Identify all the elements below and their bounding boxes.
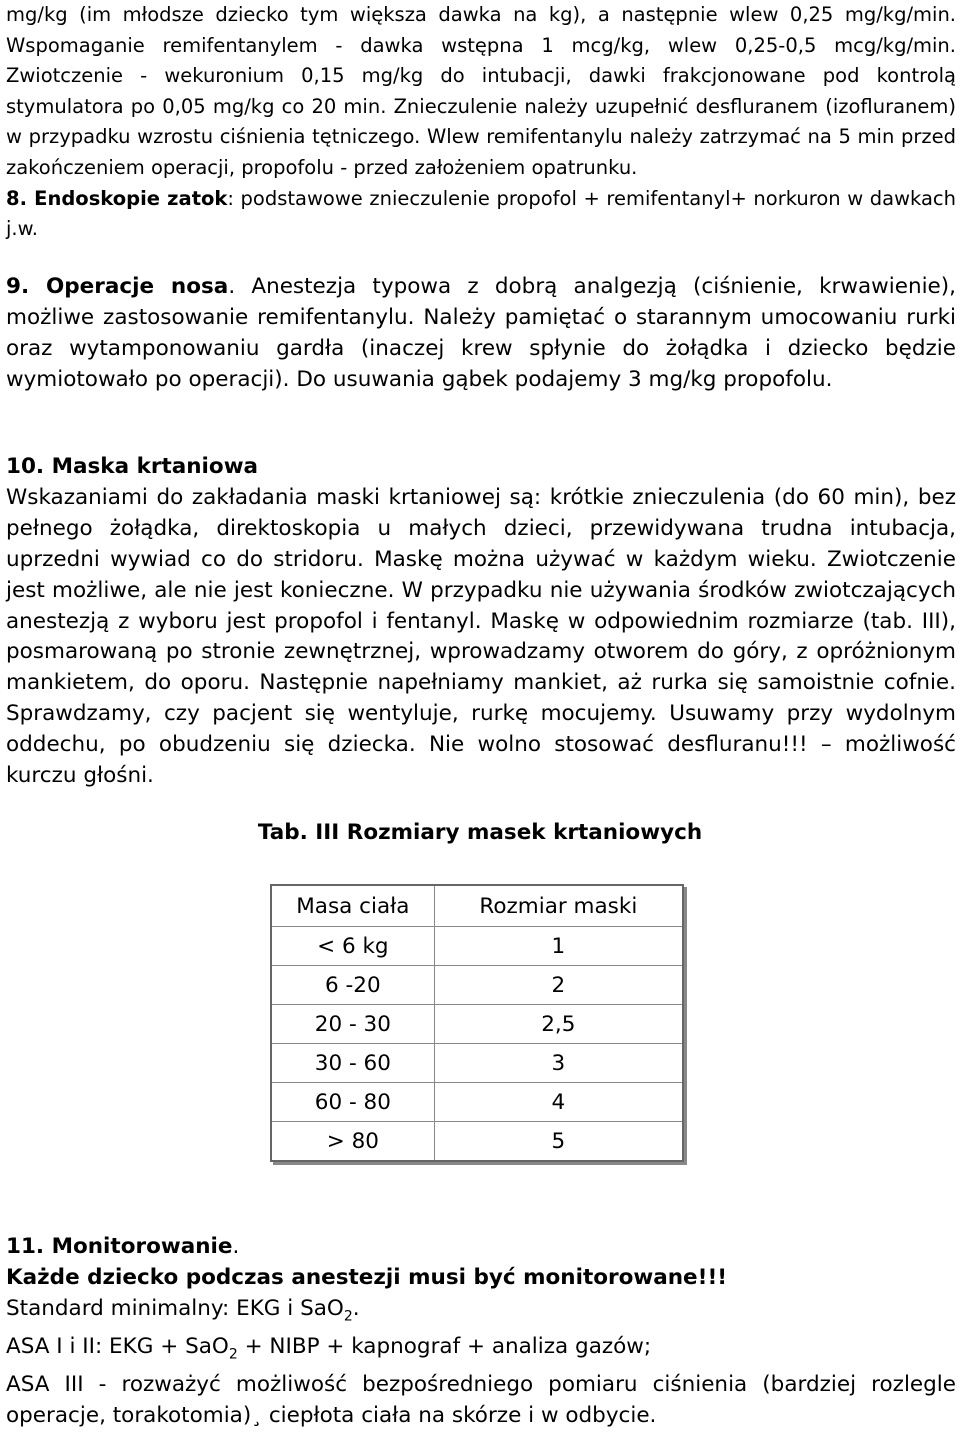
standard-minimum-text: Standard minimalny: EKG i SaO	[6, 1295, 344, 1321]
table-row	[271, 1005, 683, 1044]
paragraph-anesthesia-doses: mg/kg (im młodsze dziecko tym większa dawka na kg), a następnie wlew 0,25 mg/kg/min. Wspomaganie remifentanylem - dawka wstępna 1 mcg/kg, wlew 0,25-0,5 mcg/kg/min. Zwiotczenie - wekuronium 0,15 mg/kg do intubacji, dawki frakcjonowane pod kontrolą stymulatora po 0,05 mg/kg co 20 min. Znieczulenie należy uzupełnić desfluranem (izofluranem) w przypadku wzrostu ciśnienia tętniczego. Wlew remifentanylu należy zatrzymać na 5 min przed zakończeniem operacji, propofolu - przed założeniem opatrunku.	[6, 3, 956, 179]
subscript-2: 2	[228, 1346, 238, 1363]
cell-body-mass: 30 - 60	[271, 1044, 434, 1083]
table-row	[271, 1083, 683, 1122]
section-10	[6, 452, 956, 792]
top-text-block	[6, 0, 956, 245]
table-title: Tab. III Rozmiary masek krtaniowych	[257, 820, 703, 845]
cell-body-mass: > 80	[271, 1122, 434, 1162]
cell-mask-size: 2,5	[434, 1005, 683, 1044]
asa-1-2-text: ASA I i II: EKG + SaO	[6, 1334, 229, 1360]
cell-mask-size: 3	[434, 1044, 683, 1083]
standard-minimum-suffix: .	[352, 1295, 360, 1321]
cell-mask-size: 5	[434, 1122, 683, 1162]
asa-1-2-line	[6, 1332, 956, 1370]
item-9-text: . Anestezja typowa z dobrą analgezją (ciśnienie, krwawienie), możliwe zastosowanie remifentanylu. Należy pamiętać o starannym umocowaniu rurki oraz wytamponowaniu gardła (inaczej krew spłynie do żołądka i dziecko będzie wymiotowało po operacji). Do usuwania gąbek podajemy 3 mg/kg propofolu.	[6, 274, 956, 392]
item-8-title: 8. Endoskopie zatok	[6, 186, 228, 210]
section-11	[6, 1232, 956, 1432]
monitoring-emphasis: Każde dziecko podczas anestezji musi być monitorowane!!!	[6, 1264, 728, 1290]
cell-mask-size: 2	[434, 966, 683, 1005]
section-11-heading-line	[6, 1232, 956, 1263]
table-row	[271, 1122, 683, 1162]
asa-1-2-suffix: + NIBP + kapnograf + analiza gazów;	[237, 1334, 652, 1360]
section-11-heading-suffix: .	[232, 1234, 240, 1259]
subscript-2: 2	[343, 1308, 353, 1325]
cell-body-mass: < 6 kg	[271, 927, 434, 966]
item-8	[6, 184, 956, 245]
cell-mask-size: 4	[434, 1083, 683, 1122]
item-8-text: : podstawowe znieczulenie propofol + remifentanyl+ norkuron w dawkach j.w.	[6, 186, 957, 241]
cell-mask-size: 1	[434, 927, 683, 966]
header-mask-size: Rozmiar maski	[434, 885, 683, 927]
cell-body-mass: 6 -20	[271, 966, 434, 1005]
table-row	[271, 927, 683, 966]
table-header-row	[271, 885, 683, 927]
item-9	[6, 272, 956, 396]
item-9-block	[6, 272, 956, 396]
header-body-mass: Masa ciała	[271, 885, 434, 927]
table-row	[271, 1044, 683, 1083]
section-11-heading: 11. Monitorowanie	[6, 1234, 233, 1259]
item-9-title: 9. Operacje nosa	[6, 274, 229, 299]
cell-body-mass: 60 - 80	[271, 1083, 434, 1122]
standard-minimum-line	[6, 1294, 956, 1332]
mask-size-table	[270, 884, 684, 1162]
cell-body-mass: 20 - 30	[271, 1005, 434, 1044]
table-row	[271, 966, 683, 1005]
section-10-heading: 10. Maska krtaniowa	[6, 454, 259, 479]
section-10-text: Wskazaniami do zakładania maski krtaniowej są: krótkie znieczulenia (do 60 min), bez pełnego żołądka, direktoskopia u małych dzieci, przewidywana trudna intubacja, uprzedni wywiad co do stridoru. Maskę można używać w każdym wieku. Zwiotczenie jest możliwe, ale nie jest konieczne. W przypadku nie używania środków zwiotczających anestezją z wyboru jest propofol i fentanyl. Maskę w odpowiednim rozmiarze (tab. III), posmarowaną po stronie zewnętrznej, wprowadzamy otworem do góry, z opróżnionym mankietem, do oporu. Następnie napełniamy mankiet, aż rurka się samoistnie cofnie. Sprawdzamy, czy pacjent się wentyluje, rurkę mocujemy. Usuwamy przy wydolnym oddechu, po obudzeniu się dziecka. Nie wolno stosować desfluranu!!! – możliwość kurczu głośni.	[6, 484, 956, 789]
asa-3-line: ASA III - rozważyć możliwość bezpośredniego pomiaru ciśnienia (bardziej rozlegle operacje, torakotomia)¸ ciepłota ciała na skórze i w odbycie.	[6, 1372, 956, 1429]
